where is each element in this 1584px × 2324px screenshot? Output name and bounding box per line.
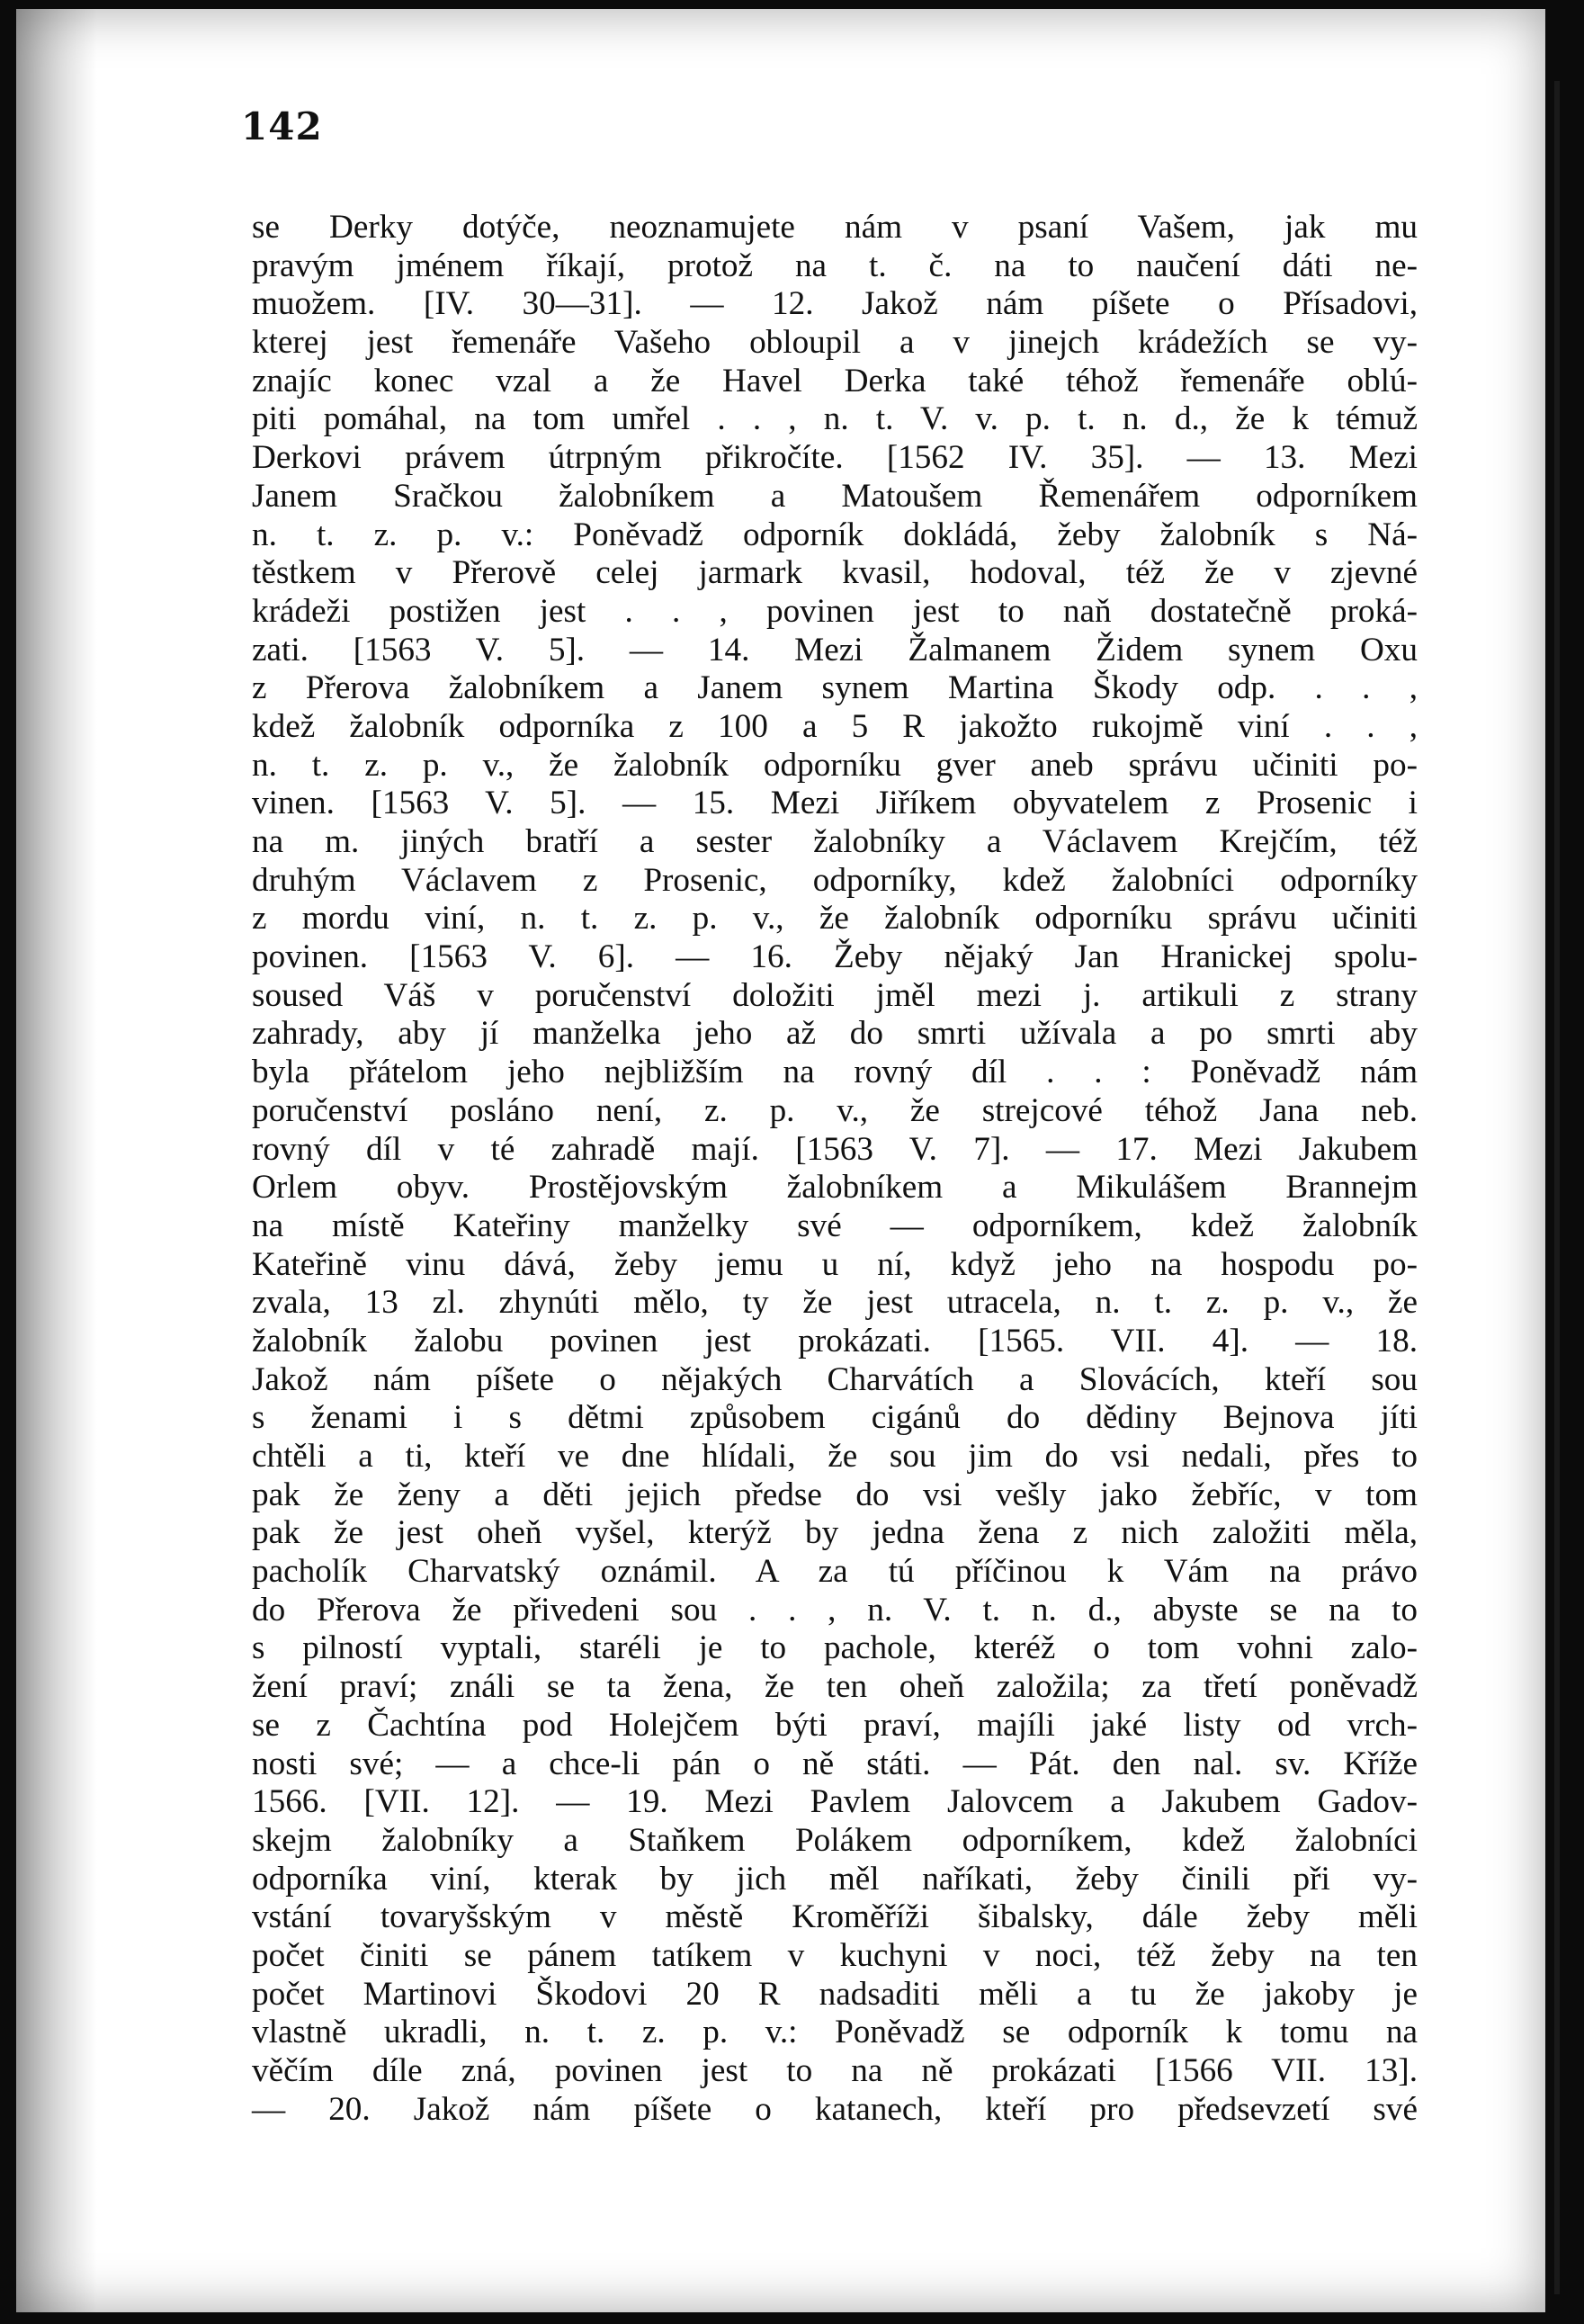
- text-line-24: poručenství posláno není, z. p. v., že strejcové téhož Jana neb.: [252, 1091, 1418, 1129]
- text-line-49: věčím díle zná, povinen jest to na ně prokázati [1566 VII. 13].: [252, 2052, 1418, 2089]
- text-line-9: n. t. z. p. v.: Poněvadž odporník dokládá, žeby žalobník s Ná-: [252, 516, 1418, 553]
- text-line-18: druhým Václavem z Prosenic, odporníky, kdež žalobníci odporníky: [252, 861, 1418, 899]
- text-line-42: 1566. [VII. 12]. — 19. Mezi Pavlem Jalovcem a Jakubem Gadov-: [252, 1783, 1418, 1821]
- text-line-26: Orlem obyv. Prostějovským žalobníkem a Mikulášem Brannejm: [252, 1169, 1418, 1207]
- text-line-25: rovný díl v té zahradě mají. [1563 V. 7]. — 17. Mezi Jakubem: [252, 1130, 1418, 1168]
- text-line-16: vinen. [1563 V. 5]. — 15. Mezi Jiříkem obyvatelem z Prosenic i: [252, 785, 1418, 822]
- text-line-1: se Derky dotýče, neoznamujete nám v psaní Vašem, jak mu: [252, 209, 1418, 246]
- text-line-30: žalobník žalobu povinen jest prokázati. [1565. VII. 4]. — 18.: [252, 1322, 1418, 1359]
- text-line-5: znajíc konec vzal a že Havel Derka také téhož řemenáře oblú-: [252, 362, 1418, 399]
- text-line-4: kterej jest řemenáře Vašeho obloupil a v jinejch krádežích se vy-: [252, 324, 1418, 362]
- text-line-27: na místě Kateřiny manželky své — odporníkem, kdež žalobník: [252, 1207, 1418, 1244]
- text-line-38: s pilností vyptali, staréli je to pachole, kteréž o tom vohni zalo-: [252, 1629, 1418, 1667]
- text-line-34: pak že ženy a děti jejich předse do vsi vešly jako žebříc, v tom: [252, 1476, 1418, 1513]
- text-line-43: skejm žalobníky a Staňkem Polákem odporníkem, kdež žalobníci: [252, 1821, 1418, 1859]
- body-text: [252, 209, 1418, 2129]
- text-line-50: — 20. Jakož nám píšete o katanech, kteří pro předsevzetí své: [252, 2090, 1418, 2128]
- text-line-39: žení praví; ználi se ta žena, že ten oheň založila; za třetí poněvadž: [252, 1668, 1418, 1706]
- text-line-40: se z Čachtína pod Holejčem býti praví, majíli jaké listy od vrch-: [252, 1706, 1418, 1744]
- text-line-15: n. t. z. p. v., že žalobník odporníku gver aneb správu učiniti po-: [252, 746, 1418, 784]
- text-line-10: těstkem v Přerově celej jarmark kvasil, hodoval, též že v zjevné: [252, 554, 1418, 592]
- text-line-47: počet Martinovi Škodovi 20 R nadsaditi měli a tu že jakoby je: [252, 1975, 1418, 2013]
- text-line-35: pak že jest oheň vyšel, kterýž by jedna žena z nich založiti měla,: [252, 1514, 1418, 1552]
- text-line-36: pacholík Charvatský oznámil. A za tú příčinou k Vám na právo: [252, 1553, 1418, 1591]
- text-line-7: Derkovi právem útrpným přikročíte. [1562 IV. 35]. — 13. Mezi: [252, 439, 1418, 477]
- text-line-20: povinen. [1563 V. 6]. — 16. Žeby nějaký Jan Hranickej spolu-: [252, 938, 1418, 976]
- text-line-29: zvala, 13 zl. zhynúti mělo, ty že jest utracela, n. t. z. p. v., že: [252, 1284, 1418, 1322]
- text-line-6: piti pomáhal, na tom umřel . . , n. t. V. v. p. t. n. d., že k témuž: [252, 400, 1418, 438]
- text-line-37: do Přerova že přivedeni sou . . , n. V. t. n. d., abyste se na to: [252, 1591, 1418, 1629]
- text-line-17: na m. jiných bratří a sester žalobníky a Václavem Krejčím, též: [252, 823, 1418, 860]
- text-line-23: byla přátelom jeho nejbližším na rovný díl . . : Poněvadž nám: [252, 1054, 1418, 1091]
- text-line-28: Kateřině vinu dává, žeby jemu u ní, když jeho na hospodu po-: [252, 1245, 1418, 1283]
- text-line-41: nosti své; — a chce-li pán o ně státi. — Pát. den nal. sv. Kříže: [252, 1745, 1418, 1782]
- text-line-44: odporníka viní, kterak by jich měl naříkati, žeby činili při vy-: [252, 1860, 1418, 1898]
- text-line-46: počet činiti se pánem tatíkem v kuchyni v noci, též žeby na ten: [252, 1936, 1418, 1974]
- text-line-12: zati. [1563 V. 5]. — 14. Mezi Žalmanem Židem synem Oxu: [252, 631, 1418, 668]
- text-line-32: s ženami i s dětmi způsobem cigánů do dědiny Bejnova jíti: [252, 1399, 1418, 1437]
- text-line-22: zahrady, aby jí manželka jeho až do smrti užívala a po smrti aby: [252, 1015, 1418, 1053]
- text-line-33: chtěli a ti, kteří ve dne hlídali, že sou jim do vsi nedali, přes to: [252, 1438, 1418, 1475]
- text-line-2: pravým jménem říkají, protož na t. č. na to naučení dáti ne-: [252, 247, 1418, 284]
- text-line-14: kdež žalobník odporníka z 100 a 5 R jakožto rukojmě viní . . ,: [252, 707, 1418, 745]
- text-line-11: krádeži postižen jest . . , povinen jest to naň dostatečně proká-: [252, 592, 1418, 630]
- text-line-48: vlastně ukradli, n. t. z. p. v.: Poněvadž se odporník k tomu na: [252, 2014, 1418, 2051]
- page-edge-shadow: [16, 9, 97, 2312]
- text-line-13: z Přerova žalobníkem a Janem synem Martina Škody odp. . . ,: [252, 669, 1418, 707]
- text-line-19: z mordu viní, n. t. z. p. v., že žalobník odporníku správu učiniti: [252, 900, 1418, 938]
- text-line-8: Janem Sračkou žalobníkem a Matoušem Řemenářem odporníkem: [252, 477, 1418, 515]
- page-border-rule: [1554, 81, 1560, 2294]
- text-line-45: vstání tovaryšským v městě Kroměříži šibalsky, dále žeby měli: [252, 1898, 1418, 1936]
- text-line-31: Jakož nám píšete o nějakých Charvátích a Slovácích, kteří sou: [252, 1360, 1418, 1398]
- page-number: 142: [241, 104, 323, 148]
- text-line-3: muožem. [IV. 30—31]. — 12. Jakož nám píšete o Přísadovi,: [252, 285, 1418, 323]
- text-line-21: soused Váš v poručenství doložiti jměl mezi j. artikuli z strany: [252, 976, 1418, 1014]
